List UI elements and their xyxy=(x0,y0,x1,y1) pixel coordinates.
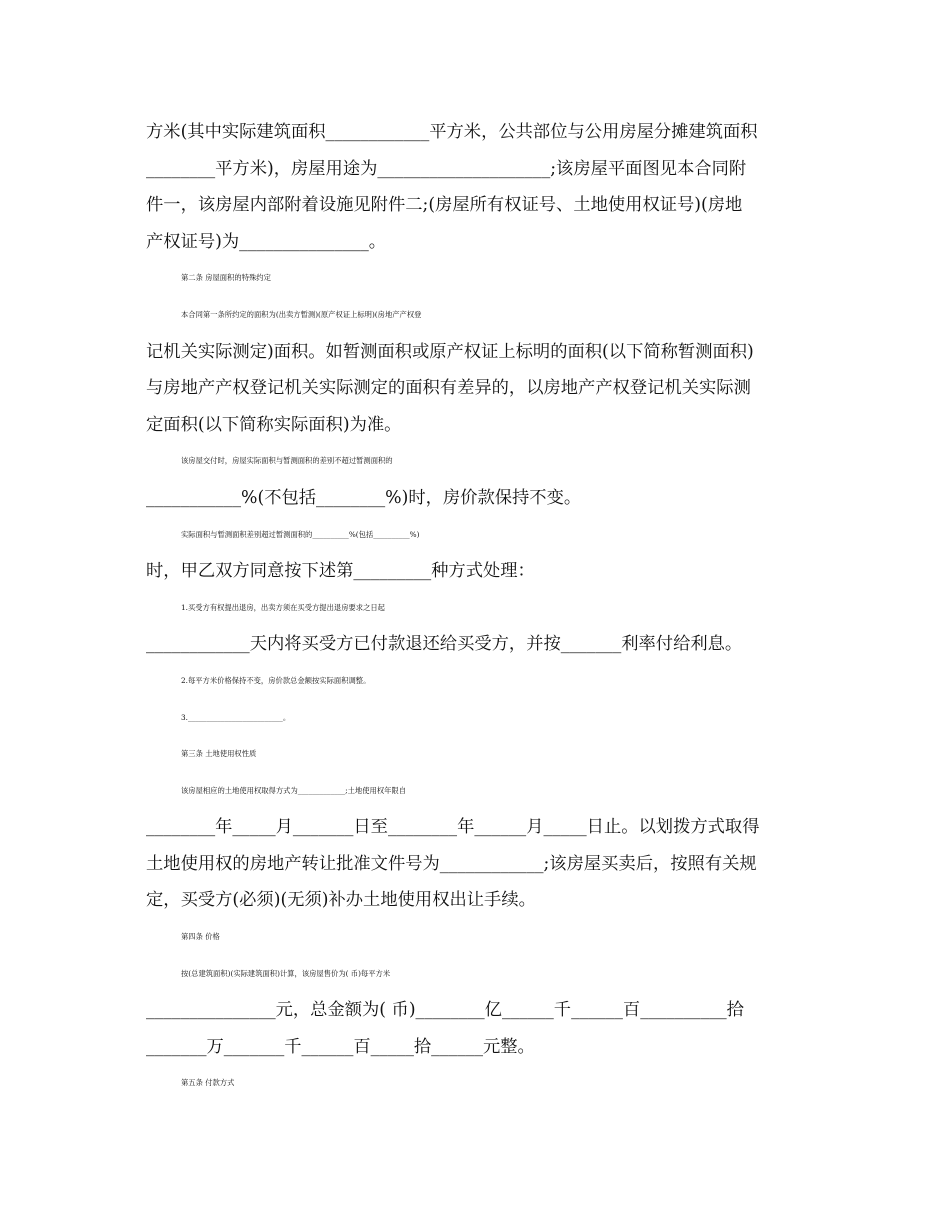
text-line: 第五条 付款方式 xyxy=(181,1078,235,1088)
text-line: 土地使用权的房地产转让批准文件号为____________;该房屋买卖后，按照有关规 xyxy=(146,853,757,874)
text-line: 方米(其中实际建筑面积____________平方米，公共部位与公用房屋分摊建筑面积 xyxy=(146,122,758,142)
text-line: ________年_____月_______日至________年______月_____日止。以划拨方式取得 xyxy=(146,817,760,838)
text-line: 产权证号)为_______________。 xyxy=(146,231,387,252)
text-line: _______________元，总金额为( 币)________亿______千______百__________拾 xyxy=(146,1000,744,1021)
text-line: ____________天内将买受方已付款退还给买受方，并按_______利率付给利息。 xyxy=(146,634,743,655)
text-line: 该房屋相应的土地使用权取得方式为_____________;土地使用权年限自 xyxy=(181,785,407,795)
text-line: 该房屋交付时，房屋实际面积与暂测面积的差别不超过暂测面积的 xyxy=(181,456,393,466)
text-line: 定，买受方(必须)(无须)补办土地使用权出让手续。 xyxy=(146,890,536,911)
text-line: 时，甲乙双方同意按下述第_________种方式处理： xyxy=(146,561,535,582)
text-line: ________平方米)，房屋用途为____________________;该房屋平面图见本合同附 xyxy=(146,158,747,179)
text-line: 实际面积与暂测面积差别超过暂测面积的__________%(包括__________%) xyxy=(181,529,420,539)
text-line: _______万_______千______百_____拾______元整。 xyxy=(146,1036,535,1057)
text-line: ___________%(不包括________%)时，房价款保持不变。 xyxy=(146,487,582,508)
text-line: 第四条 价格 xyxy=(181,932,220,942)
text-line: 3.__________________________。 xyxy=(181,712,291,722)
contract-text xyxy=(146,114,810,1102)
text-line: 件一，该房屋内部附着设施见附件二;(房屋所有权证号、土地使用权证号)(房地 xyxy=(146,195,743,216)
text-line: 2.每平方米价格保持不变，房价款总金额按实际面积调整。 xyxy=(181,675,371,685)
text-line: 记机关实际测定)面积。如暂测面积或原产权证上标明的面积(以下简称暂测面积) xyxy=(146,341,754,362)
text-line: 第二条 房屋面积的特殊约定 xyxy=(181,273,271,283)
text-line: 按(总建筑面积)(实际建筑面积)计算，该房屋售价为( 币)每平方米 xyxy=(181,968,391,978)
text-line: 1.买受方有权提出退房，出卖方须在买受方提出退房要求之日起 xyxy=(181,602,385,612)
text-line: 与房地产产权登记机关实际测定的面积有差异的，以房地产产权登记机关实际测 xyxy=(146,378,751,399)
text-line: 第三条 土地使用权性质 xyxy=(181,749,257,759)
text-line: 定面积(以下简称实际面积)为准。 xyxy=(146,414,402,435)
text-line: 本合同第一条所约定的面积为(出卖方暂测)(原产权证上标明)(房地产产权登 xyxy=(181,309,422,319)
